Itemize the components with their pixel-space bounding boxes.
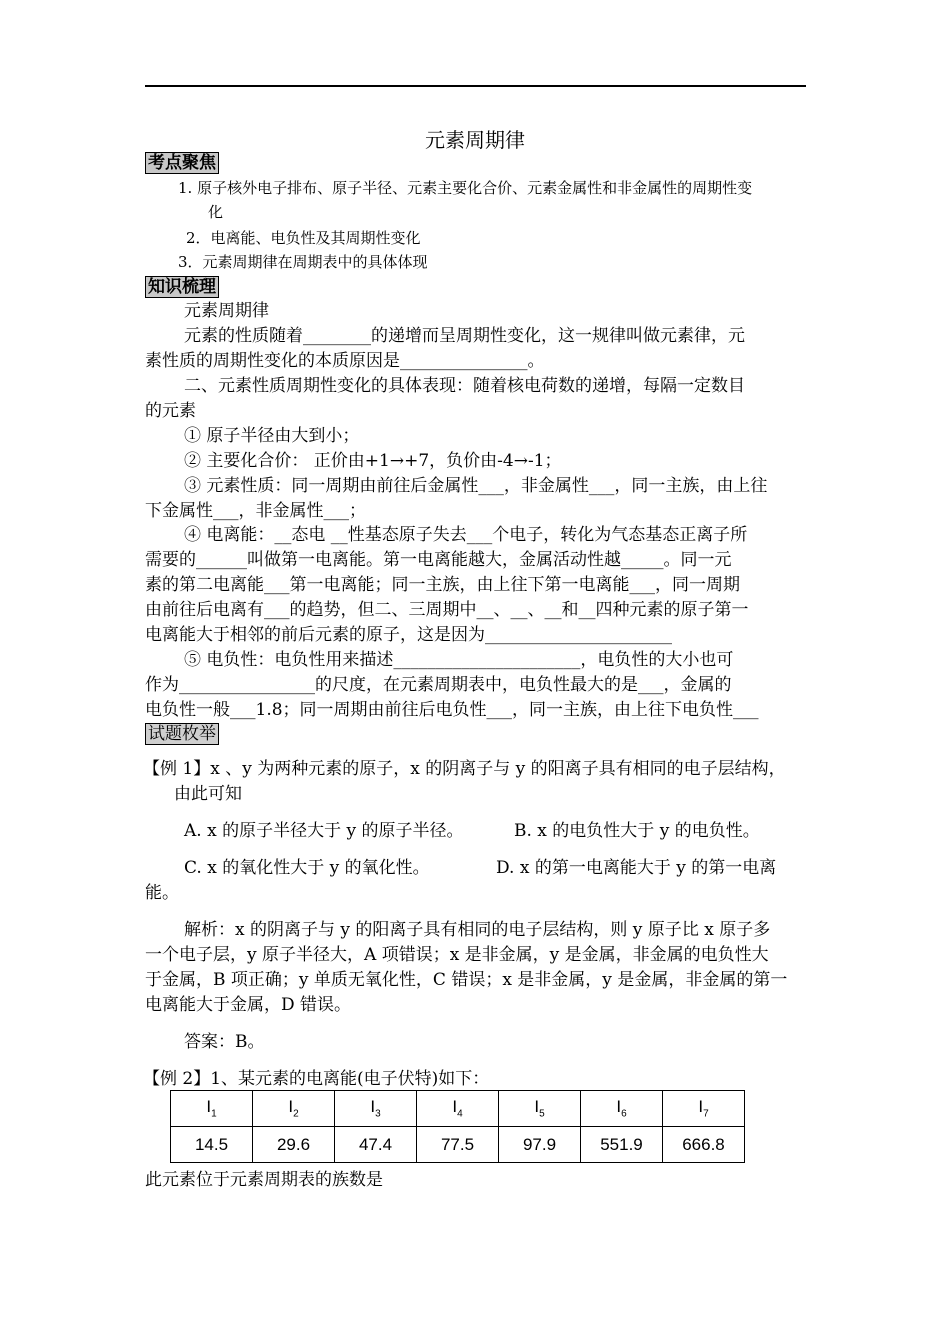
example-1-question: 【例 1】x 、y 为两种元素的原子，x 的阴离子与 y 的阳离子具有相同的电子层结构， (143, 759, 786, 779)
knowledge-line: 素的第二电离能___第一电离能；同一主族，由上往下第一电离能___，同一周期 (145, 575, 740, 595)
example-1-analysis: 于金属，B 项正确；y 单质无氧化性，C 错误；x 是非金属，y 是金属，非金属的第一 (145, 970, 788, 990)
knowledge-line: ① 原子半径由大到小； (184, 426, 360, 446)
ionization-energy-table (170, 1090, 745, 1163)
table-cell: 97.9 (499, 1127, 581, 1163)
example-1-question-cont: 由此可知 (174, 784, 242, 804)
example-1-analysis: 电离能大于金属，D 错误。 (145, 995, 352, 1015)
knowledge-line: 电离能大于相邻的前后元素的原子，这是因为______________________ (145, 625, 672, 645)
table-header-cell: $I_1$ (171, 1091, 253, 1127)
knowledge-line: 作为________________的尺度，在元素周期表中，电负性最大的是___，金属的 (145, 675, 732, 695)
knowledge-line: 元素周期律 (184, 301, 269, 321)
example-1-option-b: B. x 的电负性大于 y 的电负性。 (514, 821, 760, 841)
knowledge-line: ③ 元素性质：同一周期由前往后金属性___，非金属性___，同一主族，由上往 (184, 476, 768, 496)
knowledge-line: 下金属性___，非金属性___； (145, 501, 366, 521)
example-2-question: 【例 2】1、某元素的电离能(电子伏特)如下： (143, 1069, 490, 1089)
section-focus-heading: 考点聚焦 (145, 152, 219, 174)
focus-item-2: 2．电离能、电负性及其周期性变化 (186, 229, 421, 247)
example-2-followup: 此元素位于元素周期表的族数是 (145, 1170, 383, 1190)
focus-item-1: 1. 原子核外电子排布、原子半径、元素主要化合价、元素金属性和非金属性的周期性变 (178, 179, 753, 197)
example-1-option-c: C. x 的氧化性大于 y 的氧化性。 (184, 858, 430, 878)
example-1-answer: 答案：B。 (184, 1032, 265, 1052)
table-row (171, 1127, 745, 1163)
table-cell: 29.6 (253, 1127, 335, 1163)
table-cell: 14.5 (171, 1127, 253, 1163)
knowledge-line: 由前往后电离有___的趋势，但二、三周期中__、__、__和__四种元素的原子第一 (145, 600, 749, 620)
table-header-cell: $I_3$ (335, 1091, 417, 1127)
example-1-analysis: 一个电子层，y 原子半径大，A 项错误；x 是非金属，y 是金属，非金属的电负性大 (145, 945, 769, 965)
example-1-analysis: 解析：x 的阴离子与 y 的阳离子具有相同的电子层结构，则 y 原子比 x 原子多 (184, 920, 771, 940)
knowledge-line: ④ 电离能：__态电 __性基态原子失去___个电子，转化为气态基态正离子所 (184, 525, 748, 545)
example-1-option-d: D. x 的第一电离能大于 y 的第一电离 (496, 858, 777, 878)
table-header-cell: $I_5$ (499, 1091, 581, 1127)
knowledge-line: ② 主要化合价： 正价由+1→+7，负价由-4→-1； (184, 451, 562, 471)
focus-item-3: 3．元素周期律在周期表中的具体体现 (178, 253, 428, 271)
knowledge-line: 二、元素性质周期性变化的具体表现：随着核电荷数的递增，每隔一定数目 (184, 376, 745, 396)
top-rule (145, 85, 806, 87)
table-cell: 47.4 (335, 1127, 417, 1163)
table-header-cell: $I_4$ (417, 1091, 499, 1127)
example-1-option-d-cont: 能。 (145, 883, 179, 903)
focus-item-1-cont: 化 (208, 203, 224, 221)
example-1-option-a: A. x 的原子半径大于 y 的原子半径。 (184, 821, 464, 841)
knowledge-line: 需要的______叫做第一电离能。第一电离能越大，金属活动性越_____。同一元 (145, 550, 732, 570)
knowledge-line: 电负性一般___1.8；同一周期由前往后电负性___，同一主族，由上往下电负性___ (145, 700, 759, 720)
section-examples-heading: 试题枚举 (145, 723, 219, 745)
table-cell: 666.8 (663, 1127, 745, 1163)
table-cell: 77.5 (417, 1127, 499, 1163)
table-header-cell: $I_2$ (253, 1091, 335, 1127)
table-row (171, 1091, 745, 1127)
table-cell: 551.9 (581, 1127, 663, 1163)
table-header-cell: $I_6$ (581, 1091, 663, 1127)
knowledge-line: ⑤ 电负性：电负性用来描述______________________，电负性的大小也可 (184, 650, 734, 670)
page-title: 元素周期律 (425, 128, 525, 152)
knowledge-line: 素性质的周期性变化的本质原因是_______________。 (145, 351, 545, 371)
knowledge-line: 元素的性质随着________的递增而呈周期性变化，这一规律叫做元素律，元 (184, 326, 745, 346)
knowledge-line: 的元素 (145, 401, 196, 421)
table-header-cell: $I_7$ (663, 1091, 745, 1127)
section-knowledge-heading: 知识梳理 (145, 276, 219, 298)
